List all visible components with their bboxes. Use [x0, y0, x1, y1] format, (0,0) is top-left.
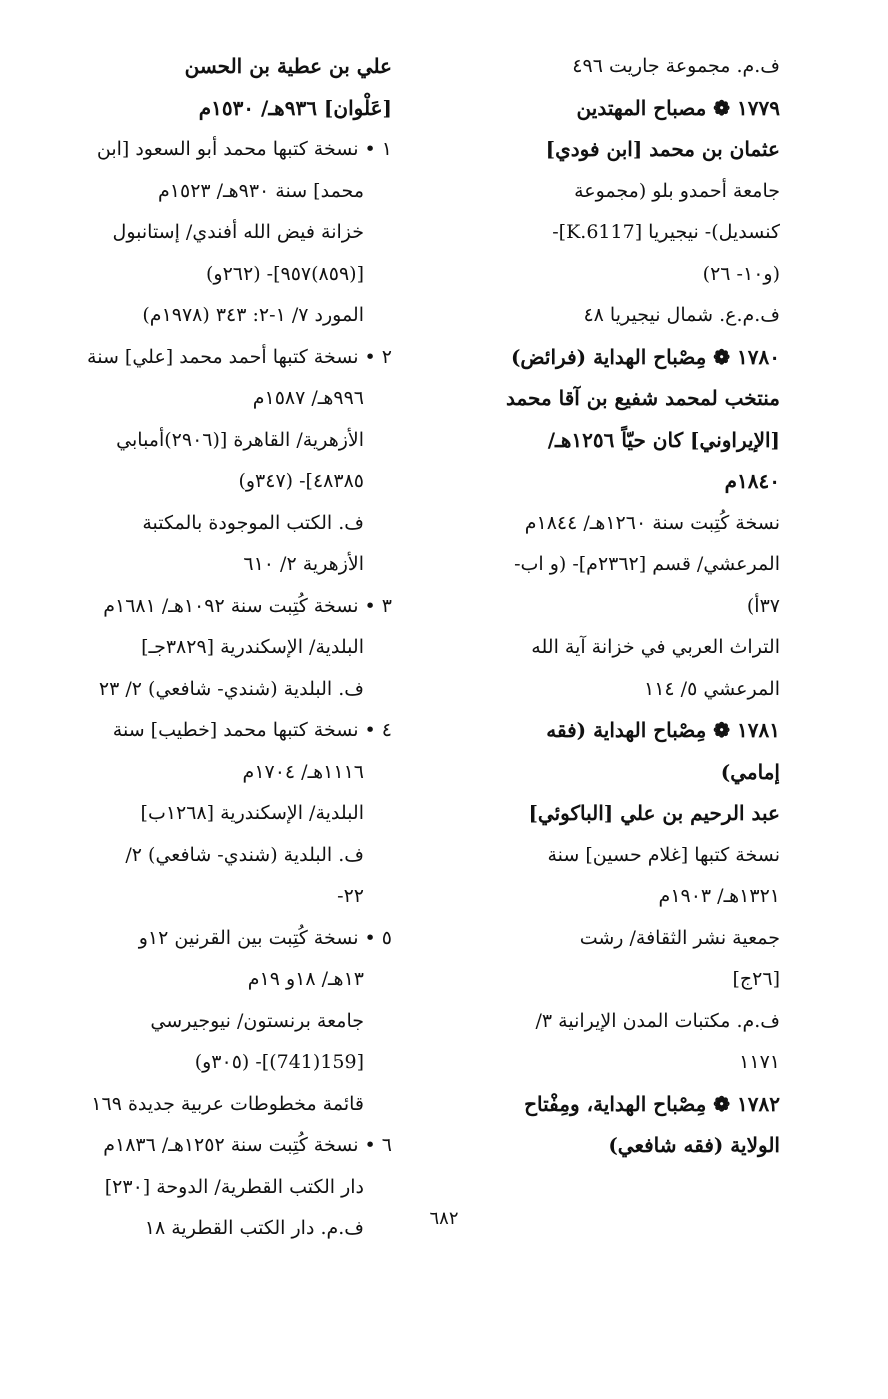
- left-column-line: محمد] سنة ٩٣٠هـ/ ١٥٢٣م: [158, 179, 364, 202]
- left-column-line: دار الكتب القطرية/ الدوحة [٢٣٠]: [104, 1175, 364, 1198]
- right-column-line: ف.م. مكتبات المدن الإيرانية ٣/: [535, 1009, 780, 1032]
- left-column-line: ف. البلدية (شندي- شافعي) ٢/ ٢٣: [98, 677, 364, 700]
- right-column-line: عبد الرحيم بن علي [الباكوئي]: [528, 801, 780, 825]
- right-column-line: التراث العربي في خزانة آية الله: [531, 636, 780, 658]
- left-column-line: ٢ • نسخة كتبها أحمد محمد [علي] سنة: [87, 345, 392, 368]
- page-number: ٦٨٢: [429, 1208, 459, 1229]
- right-column-line: نسخة كتبها [غلام حسين] سنة: [547, 843, 780, 866]
- left-column-line: ١٣هـ/ ١٨و ١٩م: [247, 968, 364, 990]
- right-column-line: [٢٦ج]: [732, 968, 780, 990]
- left-column-line: [159(741)]- (٣٠٥و): [194, 1051, 364, 1073]
- right-column-line: المرعشي ٥/ ١١٤: [644, 677, 780, 700]
- left-column-line: علي بن عطية بن الحسن: [184, 54, 392, 78]
- right-column-line: إمامي): [720, 759, 780, 784]
- right-column-line: جامعة أحمدو بلو (مجموعة: [574, 179, 780, 202]
- right-column-line: منتخب لمحمد شفيع بن آقا محمد: [505, 386, 780, 410]
- left-column-line: قائمة مخطوطات عربية جديدة ١٦٩: [91, 1092, 364, 1115]
- left-column-line: ١ • نسخة كتبها محمد أبو السعود [ابن: [96, 138, 392, 160]
- right-column-line: المرعشي/ قسم [٢٣٦٢م]- (و اب-: [514, 553, 780, 575]
- right-column-line: ف.م.ع. شمال نيجيريا ٤٨: [583, 304, 780, 326]
- left-column-line: الأزهرية ٢/ ٦١٠: [243, 553, 364, 575]
- right-column-line: كنسديل)- نيجيريا [K.6117]-: [552, 221, 780, 243]
- right-column-line: عثمان بن محمد [ابن فودي]: [545, 137, 780, 161]
- right-column-line: [الإيراوني] كان حيّاً ١٢٥٦هـ/: [547, 427, 780, 452]
- right-column-line: ١٧٨٠ ❁ مِصْباح الهداية (فرائض): [510, 344, 780, 369]
- right-column-line: ١١٧١: [739, 1051, 780, 1073]
- left-column-line: ٣ • نسخة كُتِبت سنة ١٠٩٢هـ/ ١٦٨١م: [103, 594, 392, 617]
- left-column-line: جامعة برنستون/ نيوجيرسي: [150, 1009, 364, 1032]
- left-column-line: المورد ٧/ ١-٢: ٣٤٣ (١٩٧٨م): [142, 304, 364, 326]
- right-column-line: الولاية (فقه شافعي): [608, 1133, 780, 1157]
- left-column-line: خزانة فيض الله أفندي/ إستانبول: [112, 221, 364, 243]
- left-column-line: ١١١٦هـ/ ١٧٠٤م: [242, 760, 364, 783]
- left-column-line: البلدية/ الإسكندرية [١٢٦٨ب]: [140, 802, 364, 824]
- right-column-line: (و١٠- ٢٦): [702, 262, 780, 285]
- left-column-line: ٢٢-: [337, 885, 364, 907]
- right-column-line: ١٧٧٩ ❁ مصباح المهتدين: [576, 95, 780, 120]
- left-column-line: ف.م. دار الكتب القطرية ١٨: [144, 1217, 364, 1239]
- left-column-line: البلدية/ الإسكندرية [٣٨٢٩جـ]: [141, 636, 364, 658]
- right-column-line: ١٧٨١ ❁ مِصْباح الهداية (فقه: [546, 718, 780, 742]
- right-column-line: نسخة كُتِبت سنة ١٢٦٠هـ/ ١٨٤٤م: [524, 511, 780, 534]
- right-column-line: ف.م. مجموعة جاريت ٤٩٦: [572, 55, 780, 77]
- right-column-line: ٣٧أ): [746, 594, 780, 617]
- left-column-line: ٤٨٣٨٥]- (٣٤٧و): [238, 470, 364, 492]
- right-column-line: ١٨٤٠م: [724, 469, 780, 493]
- left-column-line: ٤ • نسخة كتبها محمد [خطيب] سنة: [112, 719, 392, 741]
- left-column-line: ف. الكتب الموجودة بالمكتبة: [142, 511, 364, 534]
- left-column-line: [(٨٥٩)٩٥٧]- (٢٦٢و): [205, 262, 364, 285]
- left-column-line: ٥ • نسخة كُتِبت بين القرنين ١٢و: [138, 926, 392, 949]
- left-column-line: [عَلْوان] ٩٣٦هـ/ ١٥٣٠م: [198, 95, 392, 120]
- right-column-line: ١٧٨٢ ❁ مِصْباح الهداية، ومِفْتاح: [524, 1091, 780, 1116]
- left-column: [62, 46, 392, 1250]
- left-column-line: ٦ • نسخة كُتِبت سنة ١٢٥٢هـ/ ١٨٣٦م: [103, 1134, 392, 1156]
- right-column-line: جمعية نشر الثقافة/ رشت: [579, 926, 780, 949]
- left-column-line: الأزهرية/ القاهرة [(٢٩٠٦)أمبابي: [116, 428, 364, 451]
- right-column-line: ١٣٢١هـ/ ١٩٠٣م: [658, 885, 780, 907]
- right-column: [440, 46, 780, 1167]
- left-column-line: ٩٩٦هـ/ ١٥٨٧م: [252, 387, 364, 409]
- left-column-line: ف. البلدية (شندي- شافعي) ٢/: [125, 843, 364, 866]
